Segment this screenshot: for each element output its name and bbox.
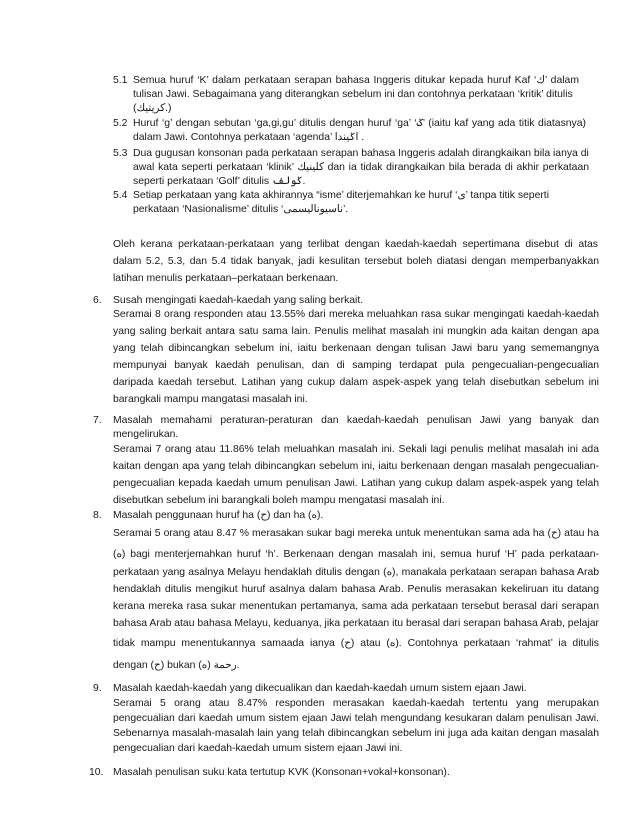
sub-item-line: Huruf ‘g’ dengan sebutan ‘ga,gi,gu’ ditulis dengan huruf ‘ga’ ‘ݢ’ (iaitu kaf yang ada titik diatasnya) [133,118,586,129]
item-heading: Masalah kaedah-kaedah yang dikecualikan dan kaedah-kaedah umum sistem ejaan Jawi. [113,683,527,694]
sub-item-number: 5.3 [113,148,128,159]
sub-item-line: dalam Jawi. Contohnya perkataan ‘agenda’ اݢيندا . [133,132,365,143]
item-line: Seramai 5 orang atau 8.47% responden merasakan kaedah-kaedah tertentu yang merupakan [113,698,599,709]
item-heading: Masalah penggunaan huruf ha (ح) dan ha (ه). [113,510,324,521]
item-line: yang telah dibincangkan sebelum ini, iaitu berkenaan dengan tulisan Jawi baru yang sememangnya [113,343,599,354]
item-line: bahasa Arab atau bahasa Melayu, keduanya, jika perkataan itu berasal dari serapan bahasa Arab, pelajar [113,618,599,629]
sub-item-line: awal kata seperti perkataan ‘klinik’ كلينيك dan ia tidak dirangkaikan bila berada di akhir perkataan [133,162,590,173]
sub-item-number: 5.1 [113,75,128,86]
item-number: 7. [93,415,102,426]
item-heading: mengelirukan. [113,429,179,440]
sub-item-line: Dua gugusan konsonan pada perkataan serapan bahasa Inggeris adalah dirangkaikan bila ianya di [133,148,589,159]
paragraph-line: dalam 5.2, 5.3, dan 5.4 tidak banyak, jadi kesulitan tersebut boleh diatasi dengan memperbanyakkan [113,256,599,267]
item-line: kerana mereka rasa sukar menentukan pertamanya, sama ada perkataan tersebut berasal dari serapan [113,601,599,612]
item-line: Seramai 7 orang atau 11.86% telah meluahkan masalah ini. Sekali lagi penulis melihat masalah ini ada [113,444,599,455]
item-line: disebutkan sebelum ini barangkali boleh mampu mengatasi masalah ini. [113,495,445,506]
item-line: pengecualian dari kaedah umum sistem ejaan Jawi telah mengundang kesukaran dalam penulisan Jawi. [113,713,599,724]
item-line: yang saling berkait antara satu sama lain. Penulis melihat masalah ini mungkin ada kaitan dengan apa [113,326,599,337]
sub-item-line: perkataan ‘Nasionalisme’ ditulis ‘ناسيوناليسمى’. [133,204,349,215]
sub-item-line: seperti perkataan ‘Golf’ ditulis ݢولف. [133,176,306,187]
item-heading: Susah mengingati kaedah-kaedah yang saling berkait. [113,295,364,306]
item-line: daripada kaedah tersebut. Latihan yang cukup dalam aspek-aspek yang telah disebutkan sebelum ini [113,377,599,388]
item-line: dengan (ح) bukan (ه) رحمة. [113,660,240,671]
item-number: 9. [93,683,102,694]
sub-item-number: 5.2 [113,118,128,129]
paragraph-line: Oleh kerana perkataan-perkataan yang terlibat dengan kaedah-kaedah sepertimana disebut di atas [113,239,598,250]
sub-item-number: 5.4 [113,190,128,201]
item-number: 8. [93,510,102,521]
item-line: mempunyai banyak kaedah penulisan, dan di samping terdapat pula pengecualian-pengecualian [113,360,599,371]
item-heading: Masalah memahami peraturan-peraturan dan kaedah-kaedah penulisan Jawi yang banyak dan [113,415,599,426]
item-line: Seramai 5 orang atau 8.47 % merasakan sukar bagi mereka untuk menentukan sama ada ha (ح) atau ha [113,528,599,539]
item-number: 6. [93,295,102,306]
item-number: 10. [89,767,104,778]
item-heading: Masalah penulisan suku kata tertutup KVK (Konsonan+vokal+konsonan). [113,767,450,778]
item-line: pengecualian dari kaedah-kaedah umum sistem ejaan Jawi ini. [113,743,403,754]
item-line: barangkali mampu mangatasi masalah ini. [113,394,308,405]
sub-item-line: tulisan Jawi. Sebagaimana yang diterangkan sebelum ini dan contohnya perkataan ‘kritik’ ditulis [133,89,573,100]
item-line: hendaklah ditulis mengikut huruf asalnya dalam bahasa Arab. Penulis merasakan kekeliruan itu datang [113,584,599,595]
paragraph-line: latihan menulis perkataan–perkataan berkenaan. [113,273,339,284]
item-line: kaitan dengan apa yang telah dibincangkan sebelum ini, iaitu berkenaan dengan masalah pengecualian- [113,461,599,472]
sub-item-line: (كريتيك.) [133,103,172,114]
item-line: (ه) bagi menterjemahkan huruf ‘h’. Berkenaan dengan masalah ini, semua huruf ‘H’ pada perkataan- [113,549,599,560]
item-line: perkataan yang asalnya Melayu hendaklah ditulis dengan (ه), manakala perkataan serapan bahasa Arab [113,567,600,578]
item-line: Sebenarnya masalah-masalah lain yang telah dibincangkan sebelum ini juga ada kaitan dengan masalah [113,728,599,739]
sub-item-line: Setiap perkataan yang kata akhirannya “isme’ diterjemahkan ke huruf ‘ى’ tanpa titik seperti [133,190,550,201]
item-line: Seramai 8 orang responden atau 13.55% dari mereka meluahkan rasa sukar mengingati kaedah-kaedah [113,309,599,320]
item-line: pengecualian kepada kaedah umum penulisan Jawi. Latihan yang cukup dalam aspek-aspek yang telah [113,478,599,489]
sub-item-line: Semua huruf ‘K’ dalam perkataan serapan bahasa Inggeris ditukar kepada huruf Kaf ‘ك’ dalam [133,75,579,86]
item-line: tidak mampu menentukannya samaada ianya (ح) atau (ه). Contohnya perkataan ‘rahmat’ ia ditulis [113,638,599,649]
